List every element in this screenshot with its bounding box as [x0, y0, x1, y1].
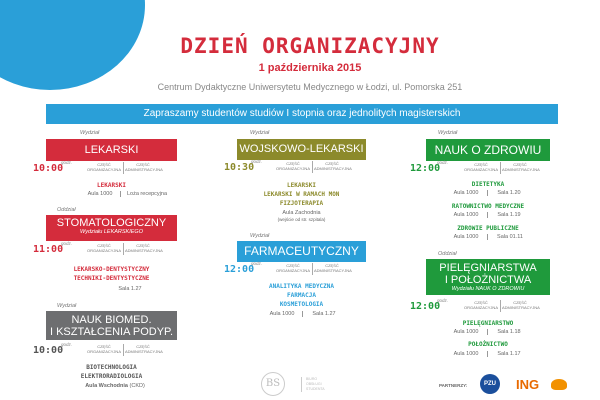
part-administrative: CZĘŚĆ ADMINISTRACYJNA: [314, 263, 352, 273]
faculty-name-line-1: PIELĘGNIARSTWA: [439, 262, 537, 274]
major-biotechnologia: BIOTECHNOLOGIA: [86, 364, 137, 371]
time-label: godz.: [437, 160, 449, 165]
room: Sala 1.20: [497, 190, 521, 196]
ing-logo[interactable]: ING: [516, 377, 540, 392]
faculty-name-line-2: I POŁOŻNICTWA: [444, 274, 532, 286]
faculty-subtitle: Wydziału LEKARSKIEGO: [80, 229, 143, 235]
faculty-label: Wydział: [57, 303, 77, 309]
room: Aula 1000: [453, 329, 479, 335]
room: Sala 1.18: [497, 329, 521, 335]
part-divider: [123, 162, 124, 174]
part-organizational: CZĘŚĆ ORGANIZACYJNA: [86, 243, 121, 253]
invitation-banner: Zapraszamy studentów studiów I stopnia oraz jednolitych magisterskich: [46, 104, 558, 124]
time-label: godz.: [251, 261, 263, 266]
part-divider: [312, 161, 313, 173]
room-divider: [487, 351, 488, 357]
faculty-name: STOMATOLOGICZNY: [56, 217, 167, 229]
faculty-stomatologiczny: [46, 215, 177, 241]
part-organizational: CZĘŚĆ ORGANIZACYJNA: [463, 162, 498, 172]
room: Sala 1.27: [118, 286, 142, 292]
faculty-wojskowo-lekarski: WOJSKOWO-LEKARSKI: [237, 139, 366, 160]
page-title: DZIEŃ ORGANIZACYJNY: [180, 34, 440, 58]
room: Sala 1.19: [497, 212, 521, 218]
major-analityka-medyczna: ANALITYKA MEDYCZNA: [268, 283, 335, 290]
major-zdrowie-publiczne: ZDROWIE PUBLICZNE: [457, 225, 519, 232]
time-label: godz.: [437, 298, 449, 303]
major-kosmetologia: KOSMETOLOGIA: [279, 301, 324, 308]
major-poloznictwo: POŁOŻNICTWO: [468, 341, 508, 348]
room-divider: [487, 234, 488, 240]
part-administrative: CZĘŚĆ ADMINISTRACYJNA: [314, 161, 352, 171]
major-ratownictwo-medyczne: RATOWNICTWO MEDYCZNE: [451, 203, 525, 210]
part-divider: [123, 243, 124, 255]
room-divider: [120, 191, 121, 197]
room-divider: [302, 311, 303, 317]
major-dietetyka: DIETETYKA: [471, 181, 505, 188]
branch-label: Oddział: [57, 207, 76, 213]
part-divider: [500, 300, 501, 312]
faculty-farmaceutyczny: FARMACEUTYCZNY: [237, 241, 366, 262]
major-farmacja: FARMACJA: [287, 292, 316, 299]
time-nauk-biomed: 10:00: [33, 345, 64, 356]
part-administrative: CZĘŚĆ ADMINISTRACYJNA: [125, 344, 163, 354]
room: Aula 1000: [453, 234, 479, 240]
room: Aula Wschodnia (CKD): [85, 383, 145, 389]
part-divider: [500, 162, 501, 174]
part-divider: [123, 344, 124, 356]
major-lekarski: LEKARSKI: [97, 182, 126, 189]
time-stomatologiczny: 11:00: [33, 244, 64, 255]
faculty-lekarski: LEKARSKI: [46, 139, 177, 161]
room: Aula 1000: [269, 311, 295, 317]
room: Aula 1000: [453, 351, 479, 357]
faculty-name-line-2: I KSZTAŁCENIA PODYP.: [49, 326, 174, 338]
time-pielegniarstwa: 12:00: [410, 301, 441, 312]
major-lekarsko-dentystyczny: LEKARSKO-DENTYSTYCZNY: [73, 266, 150, 273]
room: Aula Zachodnia: [282, 210, 321, 216]
faculty-subtitle: Wydziału NAUK O ZDROWIU: [451, 286, 525, 292]
bos-logo-text: BIURO OBSŁUGI STUDENTA: [306, 377, 325, 391]
major-elektroradiologia: ELEKTRORADIOLOGIA: [80, 373, 143, 380]
part-organizational: CZĘŚĆ ORGANIZACYJNA: [275, 263, 310, 273]
room-divider: [487, 190, 488, 196]
part-administrative: CZĘŚĆ ADMINISTRACYJNA: [125, 162, 163, 172]
room: Sala 01.11: [497, 234, 523, 240]
faculty-label: Wydział: [438, 130, 458, 136]
time-lekarski: 10:00: [33, 163, 64, 174]
bos-logo: BS: [261, 372, 285, 396]
part-organizational: CZĘŚĆ ORGANIZACYJNA: [275, 161, 310, 171]
faculty-label: Wydział: [250, 130, 270, 136]
time-nauk-o-zdrowiu: 12:00: [410, 163, 441, 174]
pzu-logo[interactable]: PZU: [480, 374, 500, 394]
room: Aula 1000: [453, 212, 479, 218]
event-venue: Centrum Dydaktyczne Uniwersytetu Medycznego w Łodzi, ul. Pomorska 251: [157, 82, 463, 92]
time-label: godz.: [61, 342, 73, 347]
part-organizational: CZĘŚĆ ORGANIZACYJNA: [86, 344, 121, 354]
time-farmaceutyczny: 12:00: [224, 264, 255, 275]
part-administrative: CZĘŚĆ ADMINISTRACYJNA: [125, 243, 163, 253]
part-organizational: CZĘŚĆ ORGANIZACYJNA: [86, 162, 121, 172]
room: Aula 1000: [87, 191, 113, 197]
room: Loża recepcyjna: [126, 191, 168, 197]
major-techniki-dentystyczne: TECHNIKI-DENTYSTYCZNE: [73, 275, 150, 282]
time-label: godz.: [61, 241, 73, 246]
time-label: godz.: [61, 160, 73, 165]
part-administrative: CZĘŚĆ ADMINISTRACYJNA: [502, 162, 540, 172]
branch-label: Oddział: [438, 251, 457, 257]
room: Aula 1000: [453, 190, 479, 196]
part-administrative: CZĘŚĆ ADMINISTRACYJNA: [502, 300, 540, 310]
major-lekarski-mon: LEKARSKI W RAMACH MON: [263, 191, 340, 198]
footer-divider: [301, 377, 302, 392]
faculty-label: Wydział: [250, 233, 270, 239]
ing-lion-icon: [551, 379, 567, 390]
event-date: 1 października 2015: [258, 62, 362, 74]
faculty-label: Wydział: [80, 130, 100, 136]
room: Sala 1.17: [497, 351, 521, 357]
room-divider: [487, 212, 488, 218]
part-divider: [312, 263, 313, 275]
partners-label: PARTNERZY:: [439, 383, 468, 388]
major-pielegniarstwo: PIELĘGNIARSTWO: [462, 320, 514, 327]
time-label: godz.: [251, 159, 263, 164]
room: Sala 1.27: [312, 311, 336, 317]
faculty-pielegniarstwa: [426, 259, 550, 295]
major-fizjoterapia: FIZJOTERAPIA: [279, 200, 324, 207]
major-lekarski: LEKARSKI: [287, 182, 316, 189]
room-note: (wejście od str. szpitala): [277, 217, 326, 222]
room-divider: [487, 329, 488, 335]
faculty-nauk-biomed: [46, 311, 177, 340]
faculty-name-line-1: NAUK BIOMED.: [71, 314, 152, 326]
part-organizational: CZĘŚĆ ORGANIZACYJNA: [463, 300, 498, 310]
faculty-nauk-o-zdrowiu: NAUK O ZDROWIU: [426, 139, 550, 161]
time-wojskowo-lekarski: 10:30: [224, 162, 255, 173]
